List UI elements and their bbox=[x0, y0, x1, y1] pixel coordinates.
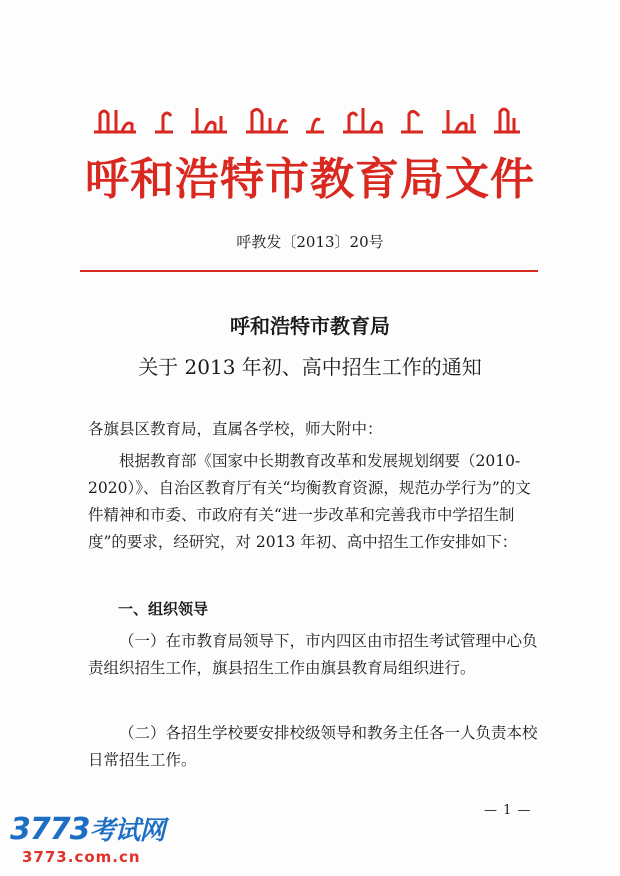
mongolian-word-4 bbox=[244, 102, 290, 138]
mongolian-word-5 bbox=[304, 102, 326, 138]
watermark-url: 3773.com.cn bbox=[22, 848, 141, 866]
mongolian-word-8 bbox=[440, 102, 478, 138]
mongolian-word-3 bbox=[189, 102, 229, 138]
issuer-title: 呼和浩特市教育局文件 bbox=[85, 154, 535, 205]
list-item: （二）各招生学校要安排校级领导和教务主任各一人负责本校日常招生工作。 bbox=[88, 724, 538, 769]
site-watermark bbox=[10, 812, 210, 872]
mongolian-script-header bbox=[92, 100, 522, 138]
mongolian-word-7 bbox=[399, 102, 425, 138]
document-number: 呼教发〔2013〕20号 bbox=[236, 233, 384, 251]
section-heading: 一、组织领导 bbox=[118, 600, 209, 618]
list-item: （一）在市教育局领导下，市内四区由市招生考试管理中心负责组织招生工作，旗县招生工作由旗县教育局组织进行。 bbox=[88, 632, 538, 677]
mongolian-word-2 bbox=[153, 102, 175, 138]
watermark-logo-text: 考试网 bbox=[89, 816, 165, 846]
page-number: — 1 — bbox=[484, 803, 532, 818]
mongolian-word-6 bbox=[341, 102, 385, 138]
mongolian-word-1 bbox=[92, 102, 138, 138]
watermark-logo-number: 3773 bbox=[10, 812, 90, 847]
notice-title-line-2: 关于 2013 年初、高中招生工作的通知 bbox=[138, 355, 482, 379]
mongolian-word-9 bbox=[492, 102, 522, 138]
watermark-logo bbox=[10, 812, 165, 849]
red-divider-line bbox=[80, 270, 538, 272]
body-paragraph: 根据教育部《国家中长期教育改革和发展规划纲要（2010-2020）》、自治区教育厅有关“均衡教育资源，规范办学行为”的文件精神和市委、市政府有关“进一步改革和完善我市中学招生制度”的要求，经研究，对 2013 年初、高中招生工作安排如下： bbox=[88, 452, 531, 551]
salutation: 各旗县区教育局，直属各学校，师大附中： bbox=[88, 420, 383, 438]
notice-title-line-1: 呼和浩特市教育局 bbox=[230, 314, 390, 338]
